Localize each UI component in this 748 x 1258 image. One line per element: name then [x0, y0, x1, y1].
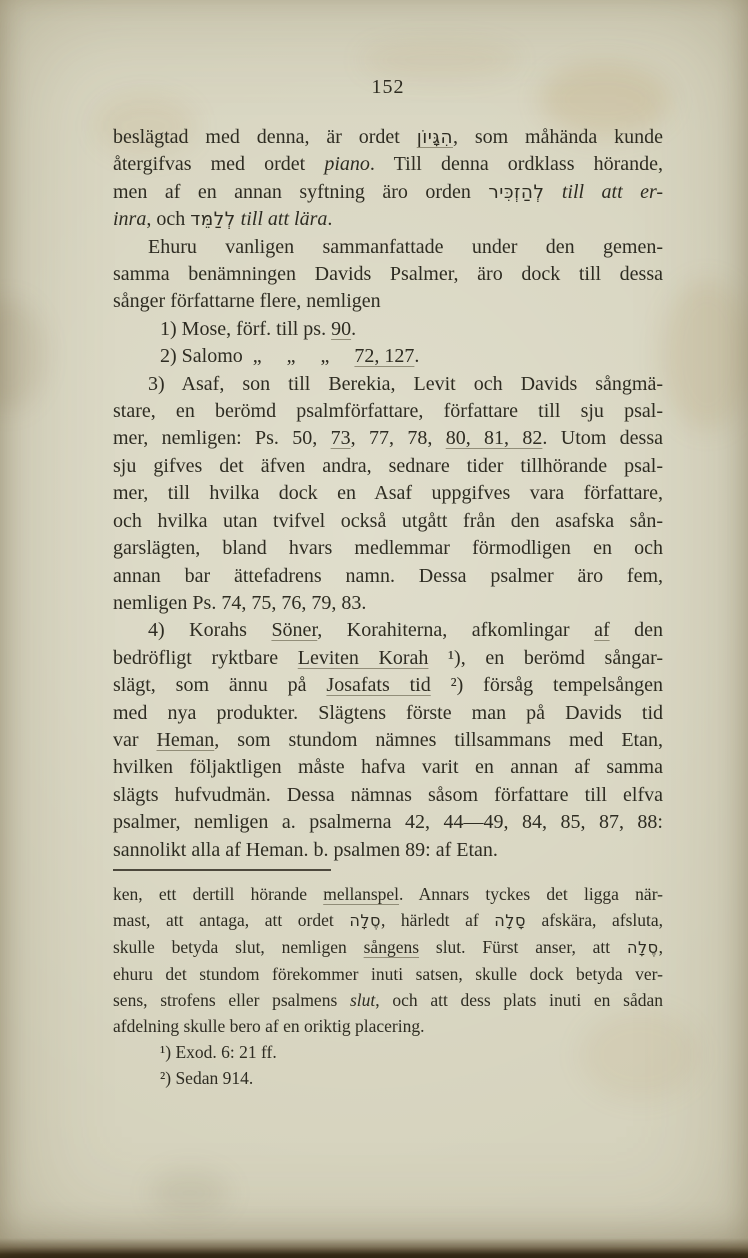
text-line: var Heman, som stundom nämnes tillsammans med Etan, [113, 728, 663, 751]
hebrew-word: לְלַמֵּד [190, 209, 236, 231]
hebrew-word: סֶלָה [627, 938, 659, 957]
text-line: ehuru det stundom förekommer inuti satsen, skulle dock betyda ver- [113, 964, 663, 984]
text-line: slägt, som ännu på Josafats tid ²) försåg tempelsången [113, 674, 663, 697]
page-bottom-edge [0, 1238, 748, 1258]
paper-stain [662, 280, 748, 430]
text-line: sens, strofens eller psalmens slut, och att dess plats inuti en sådan [113, 990, 663, 1010]
paper-stain [150, 1170, 230, 1216]
footnote-block [113, 881, 663, 1091]
paper-stain [360, 40, 520, 80]
text-line: ²) Sedan 914. [160, 1068, 254, 1088]
footnote-divider [113, 869, 331, 871]
text-line: ken, ett dertill hörande mellanspel. Annars tyckes det ligga när- [113, 884, 663, 904]
text-line: samma benämningen Davids Psalmer, äro dock till dessa [113, 263, 663, 286]
text-line: 4) Korahs Söner, Korahiterna, afkomlingar af den [148, 619, 663, 642]
text-line: och hvilka utan tvifvel också utgått från den asafska sån- [113, 509, 663, 532]
text-line: beslägtad med denna, är ordet הִגָּיוֹן, som måhända kunde [113, 126, 663, 148]
text-line: skulle betyda slut, nemligen sångens slut. Fürst anser, att סֶלָה, [113, 937, 663, 957]
text-line: med nya produkter. Slägtens förste man på Davids tid [113, 701, 663, 724]
text-line: sånger författarne flere, nemligen [113, 290, 381, 313]
text-line: inra, och לְלַמֵּד till att lära. [113, 208, 333, 231]
text-line: sju gifves det äfven andra, sednare tider tillhörande psal- [113, 454, 663, 477]
text-line: slägts hufvudmän. Dessa nämnas såsom författare till elfva [113, 783, 663, 806]
paper-stain [0, 300, 44, 410]
text-line: men af en annan syftning äro orden לְהַזְכִּיר till att er- [113, 180, 664, 203]
text-line: garslägten, bland hvars medlemmar förmodligen en och [113, 537, 663, 560]
text-line: afdelning skulle bero af en oriktig placering. [113, 1016, 425, 1036]
text-line: mer, nemligen: Ps. 50, 73, 77, 78, 80, 81, 82. Utom dessa [113, 427, 663, 450]
text-line: stare, en berömd psalmförfattare, författare till sju psal- [113, 400, 663, 423]
text-line: 1) Mose, förf. till ps. 90. [160, 317, 357, 340]
hebrew-word: סָלָה [494, 911, 526, 930]
hebrew-word: הִגָּיוֹן [416, 127, 453, 148]
text-line: psalmer, nemligen a. psalmerna 42, 44—49, 84, 85, 87, 88: [113, 811, 663, 834]
text-line: hvilken följaktligen måste hafva varit en annan af samma [113, 756, 663, 779]
text-line: nemligen Ps. 74, 75, 76, 79, 83. [113, 591, 367, 614]
text-line: Ehuru vanligen sammanfattade under den gemen- [148, 235, 663, 258]
text-line: mer, till hvilka dock en Asaf uppgifves vara författare, [113, 482, 663, 505]
page-number: 152 [371, 76, 405, 98]
hebrew-word: סֶלָה [349, 911, 381, 930]
text-line: annan bar ättefadrens namn. Dessa psalmer äro fem, [113, 564, 663, 587]
text-line: bedröfligt ryktbare Leviten Korah ¹), en berömd sångar- [113, 646, 663, 669]
text-line: mast, att antaga, att ordet סֶלָה, härledt af סָלָה afskära, afsluta, [113, 910, 663, 930]
main-text-block [113, 124, 663, 864]
text-line: ¹) Exod. 6: 21 ff. [160, 1042, 277, 1062]
text-line: 3) Asaf, son till Berekia, Levit och Davids sångmä- [148, 372, 663, 395]
text-line: sannolikt alla af Heman. b. psalmen 89: af Etan. [113, 838, 498, 861]
text-line: återgifvas med ordet piano. Till denna ordklass hörande, [113, 153, 663, 176]
hebrew-word: לְהַזְכִּיר [488, 181, 545, 203]
text-line: 2) Salomo „ „ „ 72, 127. [160, 345, 420, 368]
